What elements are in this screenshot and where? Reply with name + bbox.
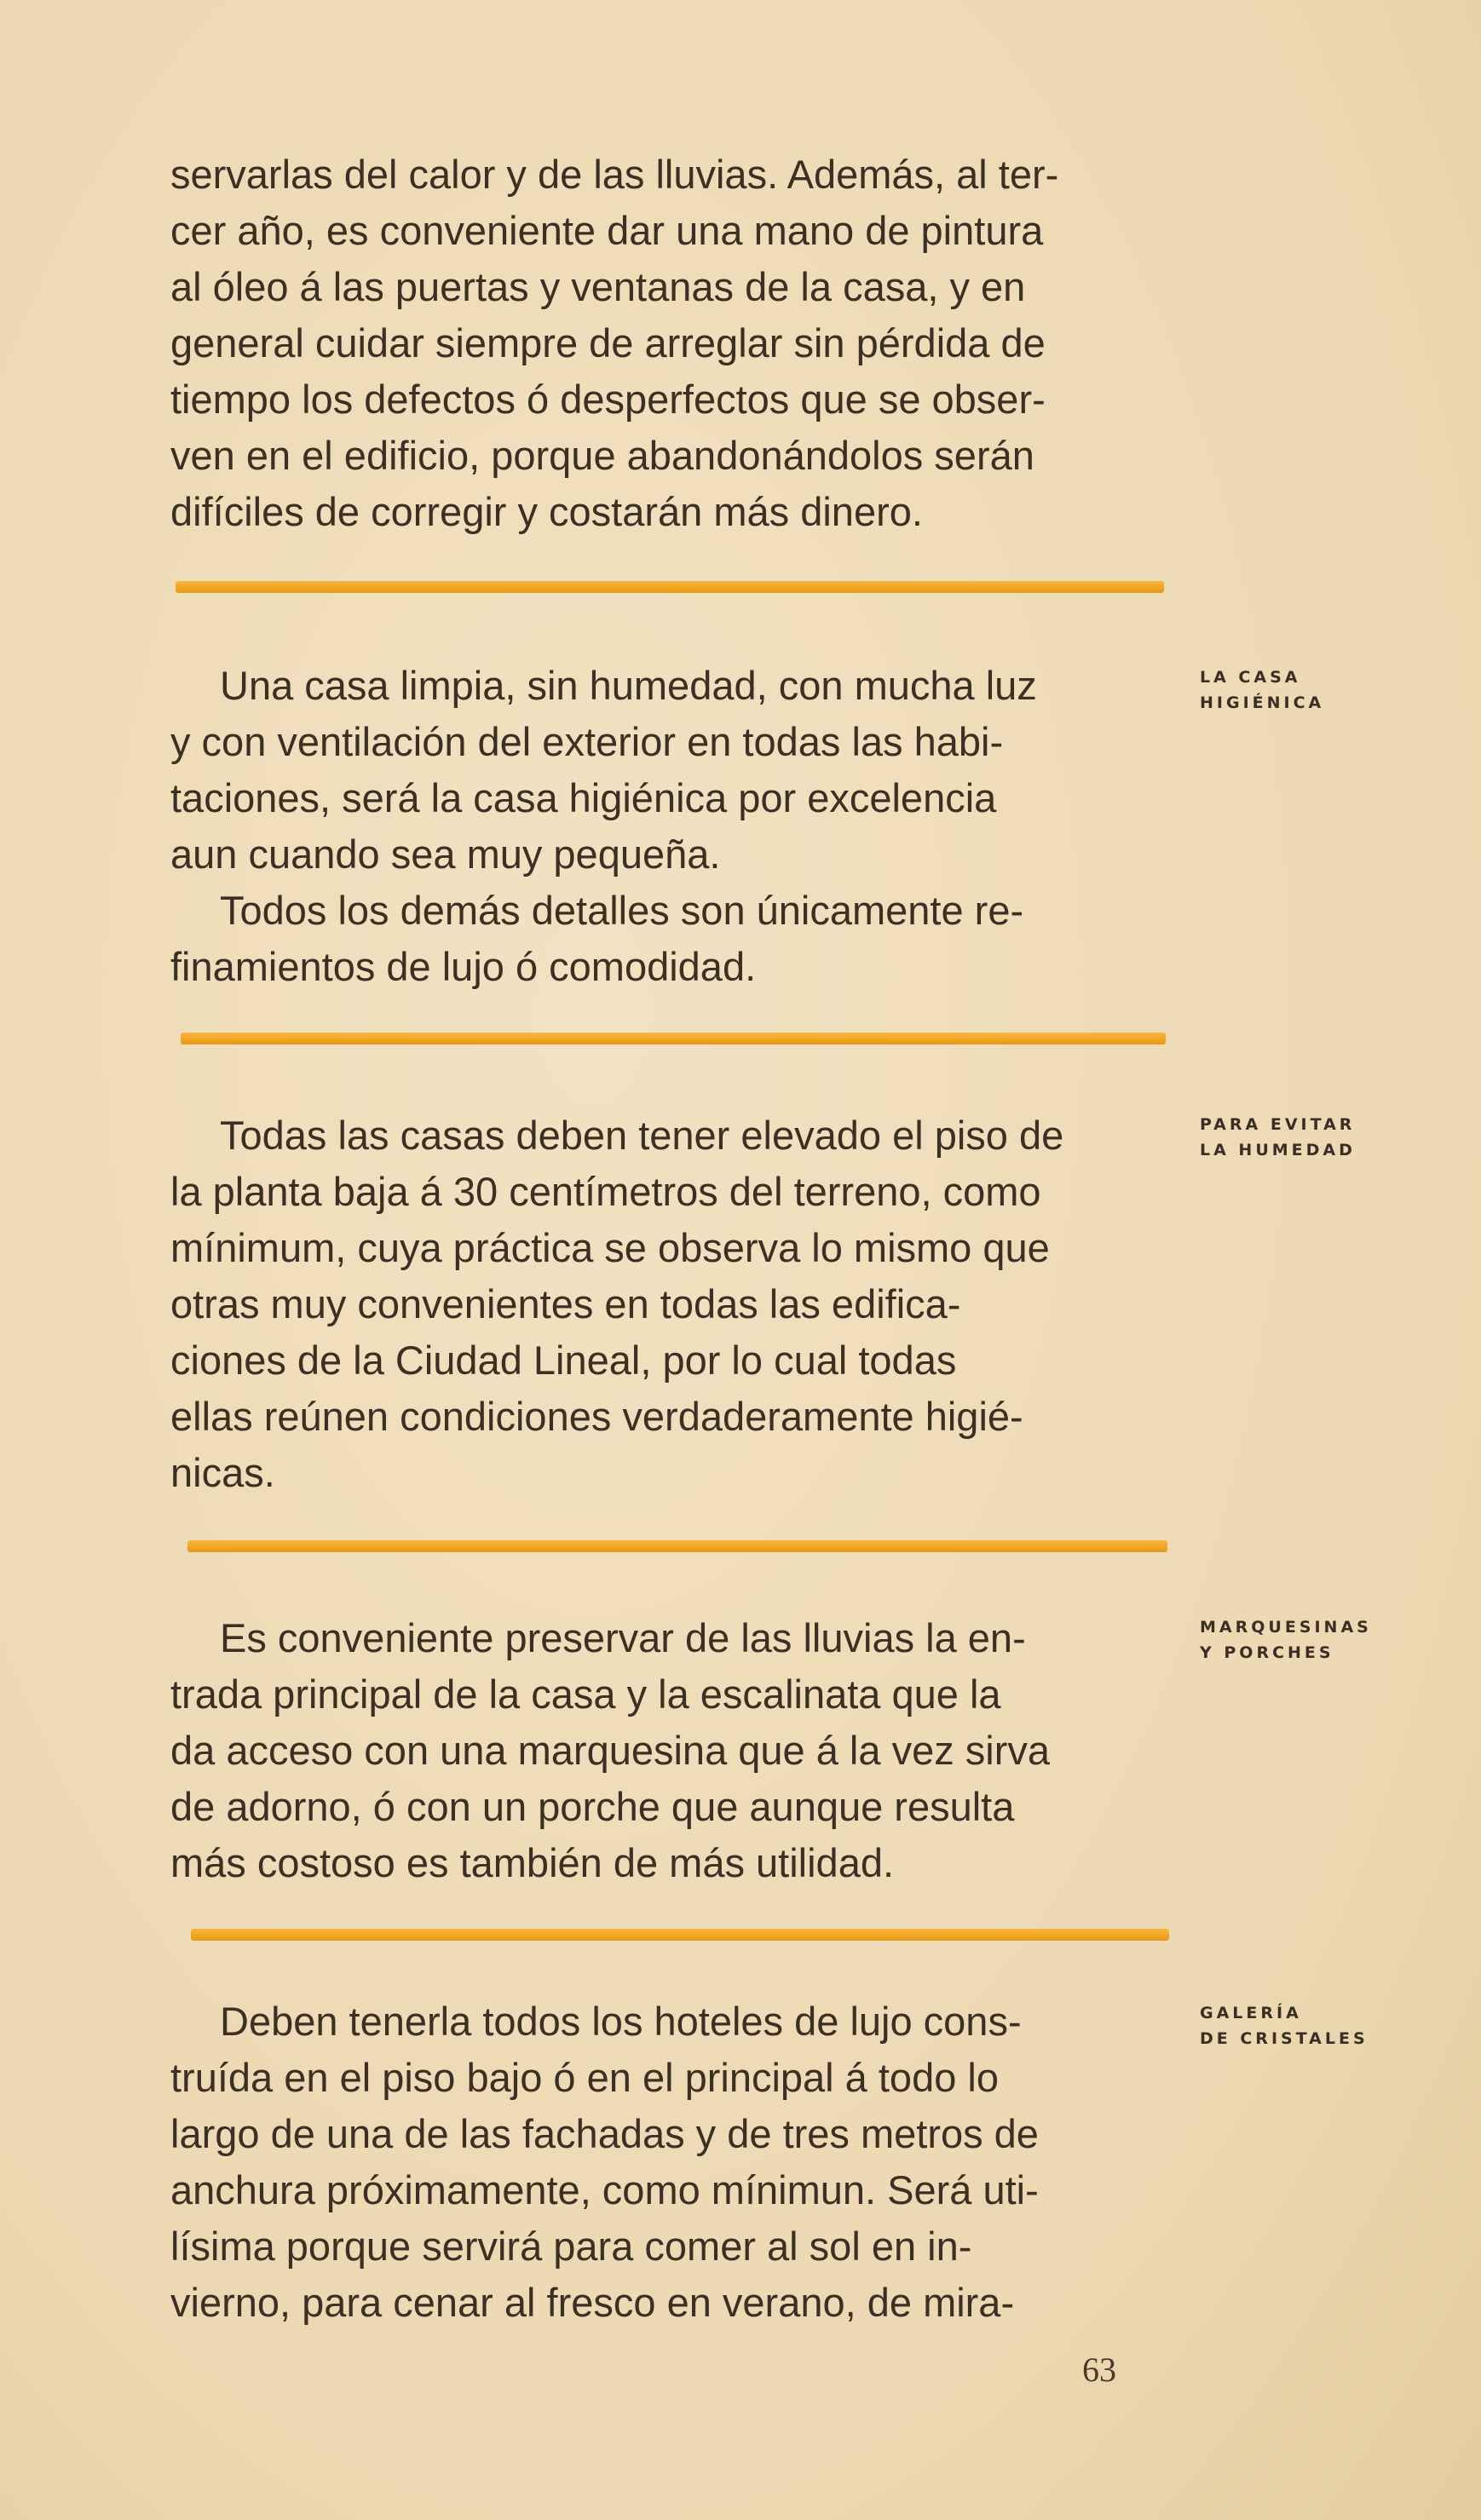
text-line: la planta baja á 30 centímetros del terreno, como (170, 1169, 1041, 1214)
text-line: truída en el piso bajo ó en el principal á todo lo (170, 2055, 999, 2100)
text-line: servarlas del calor y de las lluvias. Además, al ter- (170, 152, 1059, 197)
side-note-line: MARQUESINAS (1200, 1618, 1372, 1637)
text-line: Una casa limpia, sin humedad, con mucha luz (220, 663, 1037, 708)
text-line: Todas las casas deben tener elevado el piso de (220, 1113, 1064, 1158)
side-note-line: LA HUMEDAD (1200, 1141, 1356, 1159)
text-line: ciones de la Ciudad Lineal, por lo cual todas (170, 1338, 957, 1383)
section-divider (191, 1929, 1169, 1941)
paragraph-evitar-humedad (170, 1108, 1167, 1501)
paragraph-galeria (170, 1994, 1167, 2331)
section-divider (187, 1540, 1167, 1552)
text-line: vierno, para cenar al fresco en verano, de mira- (170, 2280, 1015, 2325)
text-line: más costoso es también de más utilidad. (170, 1840, 895, 1885)
text-line: general cuidar siempre de arreglar sin pérdida de (170, 320, 1046, 365)
text-line: nicas. (170, 1450, 275, 1495)
side-note-line: PARA EVITAR (1200, 1115, 1356, 1134)
text-line: da acceso con una marquesina que á la vez sirva (170, 1728, 1051, 1773)
text-line: anchura próximamente, como mínimun. Será uti- (170, 2167, 1039, 2212)
page-number: 63 (1082, 2350, 1116, 2389)
side-note-line: GALERÍA (1200, 2004, 1302, 2022)
text-line: tiempo los defectos ó desperfectos que se obser- (170, 377, 1046, 422)
text-line: lísima porque servirá para comer al sol en in- (170, 2224, 972, 2269)
side-note-line: HIGIÉNICA (1200, 693, 1325, 712)
side-note-la-casa-higienica (1200, 665, 1324, 716)
text-line: ellas reúnen condiciones verdaderamente higié- (170, 1394, 1023, 1439)
text-line: taciones, será la casa higiénica por excelencia (170, 775, 997, 820)
text-line: difíciles de corregir y costarán más dinero. (170, 489, 923, 534)
text-line: ven en el edificio, porque abandonándolos serán (170, 433, 1034, 478)
side-note-galeria-de-cristales (1200, 2000, 1369, 2051)
text-line: de adorno, ó con un porche que aunque resulta (170, 1784, 1015, 1829)
text-line: cer año, es conveniente dar una mano de pintura (170, 208, 1044, 253)
text-line: Todos los demás detalles son únicamente re- (220, 888, 1024, 933)
text-line: y con ventilación del exterior en todas las habi- (170, 719, 1004, 764)
text-line: Deben tenerla todos los hoteles de lujo cons- (220, 1999, 1022, 2044)
text-line: mínimum, cuya práctica se observa lo mismo que (170, 1225, 1050, 1270)
text-line: trada principal de la casa y la escalinata que la (170, 1671, 1001, 1717)
text-line: Es conveniente preservar de las lluvias la en- (220, 1615, 1026, 1660)
paragraph-casa-higienica (170, 658, 1167, 995)
side-note-para-evitar-la-humedad (1200, 1112, 1356, 1163)
section-divider (176, 581, 1164, 593)
side-note-marquesinas-y-porches (1200, 1614, 1372, 1666)
text-line: aun cuando sea muy pequeña. (170, 831, 721, 877)
paragraph-continuation (170, 147, 1167, 540)
text-line: otras muy convenientes en todas las edifica- (170, 1281, 961, 1326)
side-note-line: Y PORCHES (1200, 1643, 1334, 1662)
side-note-line: LA CASA (1200, 668, 1301, 687)
paragraph-marquesinas (170, 1610, 1167, 1891)
text-line: finamientos de lujo ó comodidad. (170, 944, 757, 989)
text-line: largo de una de las fachadas y de tres metros de (170, 2111, 1039, 2156)
section-divider (181, 1033, 1166, 1044)
text-line: al óleo á las puertas y ventanas de la casa, y en (170, 264, 1026, 309)
side-note-line: DE CRISTALES (1200, 2029, 1369, 2048)
